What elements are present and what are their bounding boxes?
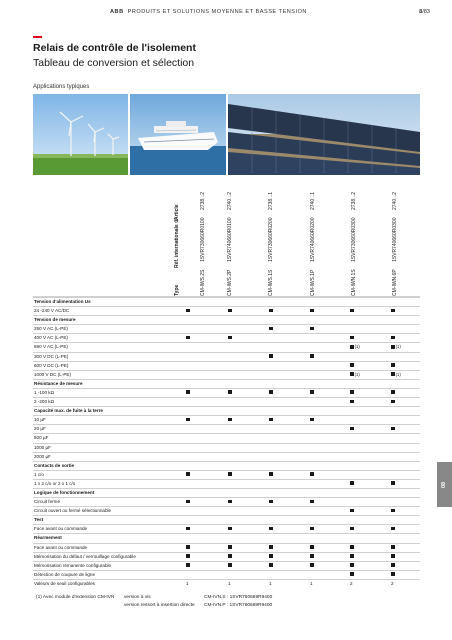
header-title: PRODUITS ET SOLUTIONS MOYENNE ET BASSE TENSION (127, 9, 307, 15)
row-label: Face avant ou commande (34, 526, 88, 532)
table-row (33, 370, 420, 379)
row-label: Tension de mesure (34, 317, 76, 323)
row-label: Contacts de sortie (34, 462, 75, 468)
check-square-icon (269, 389, 309, 397)
table-row (33, 342, 420, 351)
row-label: 500 µF (34, 435, 49, 441)
check-square-icon (391, 425, 431, 433)
check-square-icon (350, 553, 390, 561)
table-section-header (33, 461, 420, 470)
row-label: Mémorisation du défaut / verrouillage configurable (34, 553, 136, 559)
check-square-icon (269, 471, 309, 479)
cruise-ship-photo (130, 94, 226, 175)
table-row (33, 443, 420, 452)
check-square-icon (228, 307, 268, 315)
check-square-icon (186, 562, 226, 570)
table-row (33, 579, 420, 588)
check-square-icon (391, 389, 431, 397)
footnote-ref: (1) (395, 371, 401, 377)
check-square-icon (310, 307, 350, 315)
page-header (0, 9, 452, 19)
table-row (33, 361, 420, 370)
col-type-5: CM-IWN.1S (351, 269, 357, 296)
check-square-icon (310, 325, 350, 333)
table-row (33, 452, 420, 461)
row-label: 1 -100 kΩ (34, 389, 55, 395)
accent-bar (33, 36, 42, 38)
check-square-icon (391, 362, 431, 370)
col-article-4: 2740...1 (310, 191, 316, 210)
chapter-tab: 08 (437, 462, 452, 507)
check-square-icon (391, 398, 431, 406)
table-row (33, 433, 420, 442)
col-type-6: CM-IWN.6P (392, 269, 398, 296)
row-label: Valeurs de seuil configurables (34, 580, 95, 586)
check-square-icon (350, 334, 390, 342)
brand-logo: ABB (110, 9, 124, 15)
row-label: Résistance de mesure (34, 380, 83, 386)
check-square-icon (350, 525, 390, 533)
table-row (33, 333, 420, 342)
check-square-icon (269, 525, 309, 533)
check-square-icon (186, 389, 226, 397)
col-article-2: 2740...2 (227, 191, 233, 210)
col-ref-3: 1SVR730660R0200 (268, 217, 274, 262)
cell-value: 2 (391, 580, 394, 586)
table-row (33, 506, 420, 515)
table-section-header (33, 379, 420, 388)
table-row (33, 306, 420, 315)
check-square-icon (269, 553, 309, 561)
check-square-icon (186, 553, 226, 561)
footnote-ref: (1) (354, 371, 360, 377)
check-square-icon (310, 389, 350, 397)
row-label: Logique de fonctionnement (34, 489, 95, 495)
cell-value: 1 (269, 580, 272, 586)
check-square-icon (269, 353, 309, 361)
check-square-icon (228, 562, 268, 570)
col-article-3: 2738...1 (268, 191, 274, 210)
table-row (33, 552, 420, 561)
check-square-icon (391, 334, 431, 342)
table-row (33, 524, 420, 533)
check-square-icon (269, 416, 309, 424)
page-number: 8/83 (419, 9, 430, 15)
check-square-icon (186, 525, 226, 533)
check-square-icon (350, 571, 390, 579)
col-type-4: CM-IWS.1P (310, 269, 316, 296)
footnote-ref: (1) (395, 344, 401, 350)
check-square-icon (310, 416, 350, 424)
check-square-icon (350, 544, 390, 552)
apps-label: Applications typiques (33, 84, 90, 90)
row-label: 2000 µF (34, 453, 51, 459)
col-ref-6: 1SVR740660R0300 (392, 217, 398, 262)
check-square-icon (228, 525, 268, 533)
row-label: 1 c/o (34, 471, 44, 477)
col-article-1: 2738...2 (200, 191, 206, 210)
row-label: 20 µF (34, 426, 46, 432)
row-label: 400 V AC (L-PE) (34, 335, 68, 341)
row-label: Capacité max. de fuite à la terre (34, 408, 103, 414)
table-row (33, 352, 420, 361)
table-row (33, 324, 420, 333)
row-label: Mémorisation rémanente configurable (34, 562, 112, 568)
table-row (33, 424, 420, 433)
table-row (33, 397, 420, 406)
footnote-col1: (1) Avec module d'extension CM-IVN (36, 595, 115, 600)
check-square-icon (350, 480, 390, 488)
check-square-icon (350, 507, 390, 515)
check-square-icon (350, 362, 390, 370)
check-square-icon (310, 553, 350, 561)
table-row (33, 497, 420, 506)
check-square-icon (391, 544, 431, 552)
row-label: Face avant ou commande (34, 544, 88, 550)
row-label: Circuit ouvert ou fermé sélectionnable (34, 508, 112, 514)
col-label-article: Article (174, 204, 180, 220)
row-label: Circuit fermé (34, 499, 61, 505)
table-section-header (33, 488, 420, 497)
check-square-icon (228, 544, 268, 552)
col-label-ref: Réf. internationale ② (174, 218, 180, 268)
check-square-icon (310, 562, 350, 570)
check-square-icon (391, 571, 431, 579)
footnote-ref: (1) (354, 344, 360, 350)
col-ref-5: 1SVR730660R0300 (351, 217, 357, 262)
check-square-icon (269, 498, 309, 506)
check-square-icon (228, 334, 268, 342)
check-square-icon (350, 389, 390, 397)
check-square-icon (350, 425, 390, 433)
check-square-icon (391, 343, 431, 351)
col-ref-1: 1SVR730660R0100 (200, 217, 206, 262)
check-square-icon (350, 562, 390, 570)
table-section-header (33, 533, 420, 542)
page-title: Relais de contrôle de l'isolement (33, 42, 196, 54)
check-square-icon (186, 334, 226, 342)
row-label: Tension d'alimentation Us (34, 299, 91, 304)
table-row (33, 479, 420, 488)
check-square-icon (391, 507, 431, 515)
selection-table (33, 296, 420, 588)
check-square-icon (269, 544, 309, 552)
table-section-header (33, 406, 420, 415)
table-section-header (33, 297, 420, 306)
table-row (33, 415, 420, 424)
check-square-icon (350, 398, 390, 406)
row-label: 1000 V DC (L-PE) (34, 371, 72, 377)
table-row (33, 470, 420, 479)
row-label: 600 V DC (L-PE) (34, 362, 69, 368)
check-square-icon (269, 325, 309, 333)
row-label: Réarmement (34, 535, 62, 541)
row-label: 300 V DC (L-PE) (34, 353, 69, 359)
row-label: 10 µF (34, 417, 46, 423)
row-label: 690 V AC (L-PE) (34, 344, 68, 350)
check-square-icon (228, 498, 268, 506)
cell-value: 1 (310, 580, 313, 586)
check-square-icon (391, 371, 431, 379)
check-square-icon (310, 471, 350, 479)
check-square-icon (228, 553, 268, 561)
check-square-icon (391, 525, 431, 533)
check-square-icon (228, 416, 268, 424)
check-square-icon (310, 498, 350, 506)
cell-value: 1 (186, 580, 189, 586)
table-section-header (33, 315, 420, 324)
row-label: 24 -240 V AC/DC (34, 308, 70, 314)
page-subtitle: Tableau de conversion et sélection (33, 57, 195, 69)
footnote-col3: CM-IVN.S : 1SVR750669R9400 CM-IVN.P : 1SVR760669R9400 (204, 595, 273, 608)
col-type-3: CM-IWS.1S (268, 269, 274, 296)
check-square-icon (186, 498, 226, 506)
col-article-6: 2740...2 (392, 191, 398, 210)
table-row (33, 570, 420, 579)
row-label: Détection de coupure de ligne (34, 571, 96, 577)
check-square-icon (186, 307, 226, 315)
check-square-icon (391, 553, 431, 561)
check-square-icon (228, 471, 268, 479)
check-square-icon (269, 307, 309, 315)
check-square-icon (391, 307, 431, 315)
check-square-icon (391, 562, 431, 570)
check-square-icon (186, 544, 226, 552)
wind-turbines-photo (33, 94, 128, 175)
check-square-icon (350, 307, 390, 315)
check-square-icon (310, 544, 350, 552)
row-label: Test (34, 517, 44, 523)
row-label: 250 V AC (L-PE) (34, 326, 68, 332)
row-label: 1 x 2 c/o or 2 x 1 c/o (34, 480, 76, 486)
col-label-type: Type (174, 284, 180, 296)
check-square-icon (310, 525, 350, 533)
solar-panels-photo (228, 94, 420, 175)
table-section-header (33, 515, 420, 524)
cell-value: 2 (350, 580, 353, 586)
check-square-icon (186, 471, 226, 479)
table-row (33, 543, 420, 552)
row-label: 2 -200 kΩ (34, 399, 55, 405)
check-square-icon (350, 371, 390, 379)
check-square-icon (391, 480, 431, 488)
footnote-col2: version à vis version ressort à insertion directe (124, 595, 195, 608)
cell-value: 1 (228, 580, 231, 586)
check-square-icon (350, 343, 390, 351)
column-headers (0, 178, 452, 298)
check-square-icon (228, 389, 268, 397)
check-square-icon (310, 353, 350, 361)
col-type-2: CM-IWS.2P (227, 269, 233, 296)
col-type-1: CM-IWS.2S (200, 269, 206, 296)
check-square-icon (186, 416, 226, 424)
col-ref-2: 1SVR740660R0100 (227, 217, 233, 262)
check-square-icon (269, 562, 309, 570)
table-row (33, 561, 420, 570)
row-label: 1000 µF (34, 444, 51, 450)
table-row (33, 388, 420, 397)
col-ref-4: 1SVR740660R0200 (310, 217, 316, 262)
col-article-5: 2738...2 (351, 191, 357, 210)
